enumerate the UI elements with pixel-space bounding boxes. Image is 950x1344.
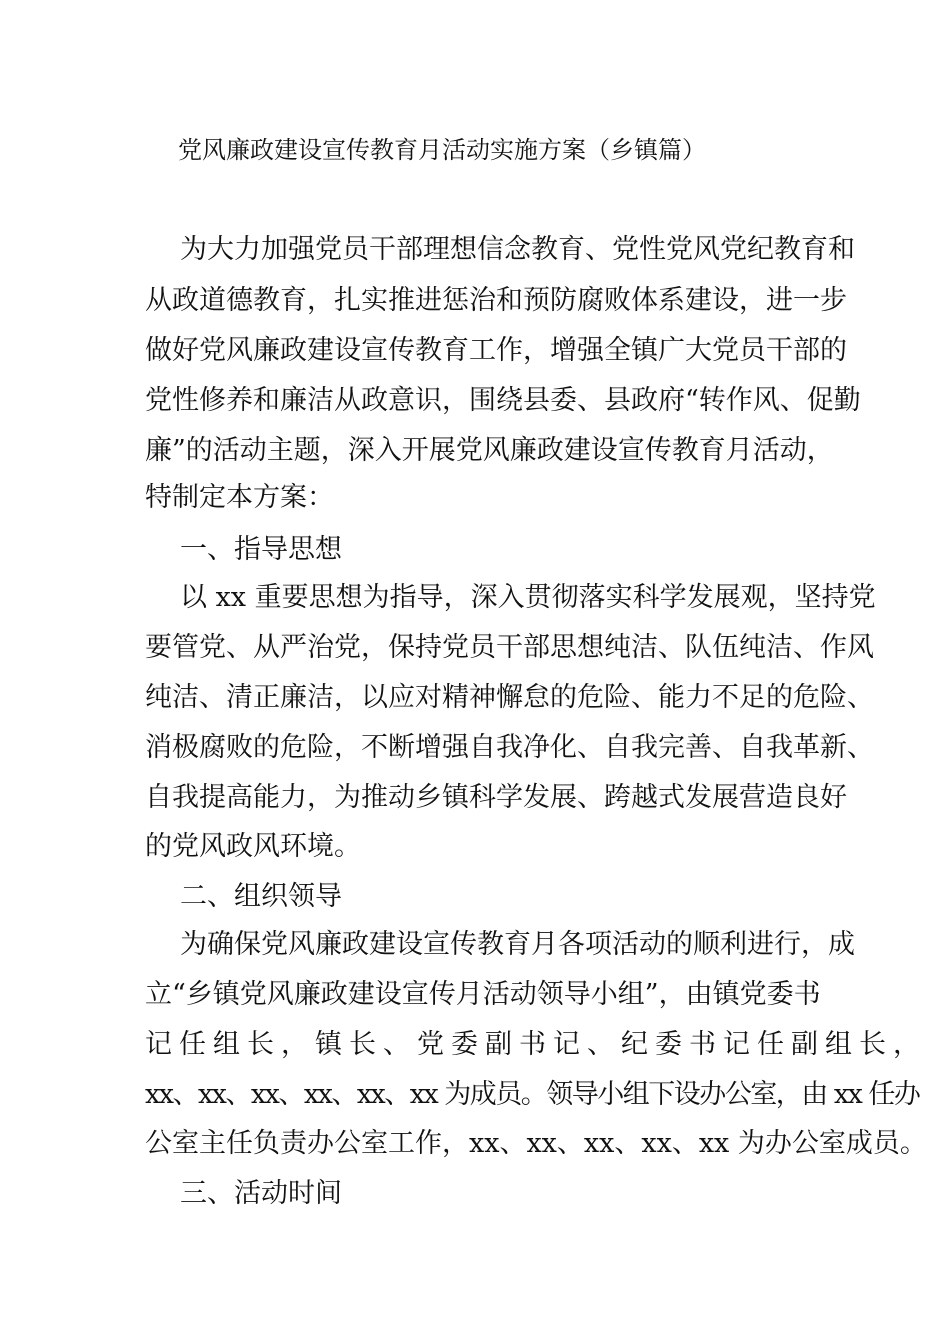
paragraph-line: 立“乡镇党风廉政建设宣传月活动领导小组”，由镇党委书: [145, 979, 821, 1010]
document-title: 党风廉政建设宣传教育月活动实施方案（乡镇篇）: [178, 136, 706, 164]
paragraph-line: 消极腐败的危险，不断增强自我净化、自我完善、自我革新、: [145, 732, 874, 763]
paragraph-line: 公室主任负责办公室工作，xx、xx、xx、xx、xx 为办公室成员。: [145, 1128, 927, 1159]
paragraph-line: 做好党风廉政建设宣传教育工作，增强全镇广大党员干部的: [145, 335, 847, 366]
paragraph-line: 的党风政风环境。: [145, 831, 361, 862]
paragraph-line: 为大力加强党员干部理想信念教育、党性党风党纪教育和: [180, 234, 855, 265]
paragraph-line: 以 xx 重要思想为指导，深入贯彻落实科学发展观，坚持党: [180, 582, 876, 613]
paragraph-line: 为确保党风廉政建设宣传教育月各项活动的顺利进行，成: [180, 929, 855, 960]
paragraph-line: 特制定本方案：: [145, 482, 334, 513]
section-heading: 二、组织领导: [180, 881, 342, 912]
paragraph-line: 党性修养和廉洁从政意识，围绕县委、县政府“转作风、促勤: [145, 385, 861, 416]
paragraph-line: 廉”的活动主题，深入开展党风廉政建设宣传教育月活动，: [145, 435, 834, 466]
paragraph-line: 自我提高能力，为推动乡镇科学发展、跨越式发展营造良好: [145, 782, 847, 813]
paragraph-line: 纯洁、清正廉洁，以应对精神懈怠的危险、能力不足的危险、: [145, 682, 874, 713]
paragraph-line: 要管党、从严治党，保持党员干部思想纯洁、队伍纯洁、作风: [145, 632, 874, 663]
paragraph-line: 从政道德教育，扎实推进惩治和预防腐败体系建设，进一步: [145, 285, 847, 316]
section-heading: 三、活动时间: [180, 1178, 342, 1209]
paragraph-line: 记任组长，镇长、党委副书记、纪委书记任副组长，: [145, 1029, 927, 1060]
section-heading: 一、指导思想: [180, 534, 342, 565]
paragraph-line: xx、xx、xx、xx、xx、xx 为成员。领导小组下设办公室，由 xx 任办: [145, 1079, 920, 1110]
